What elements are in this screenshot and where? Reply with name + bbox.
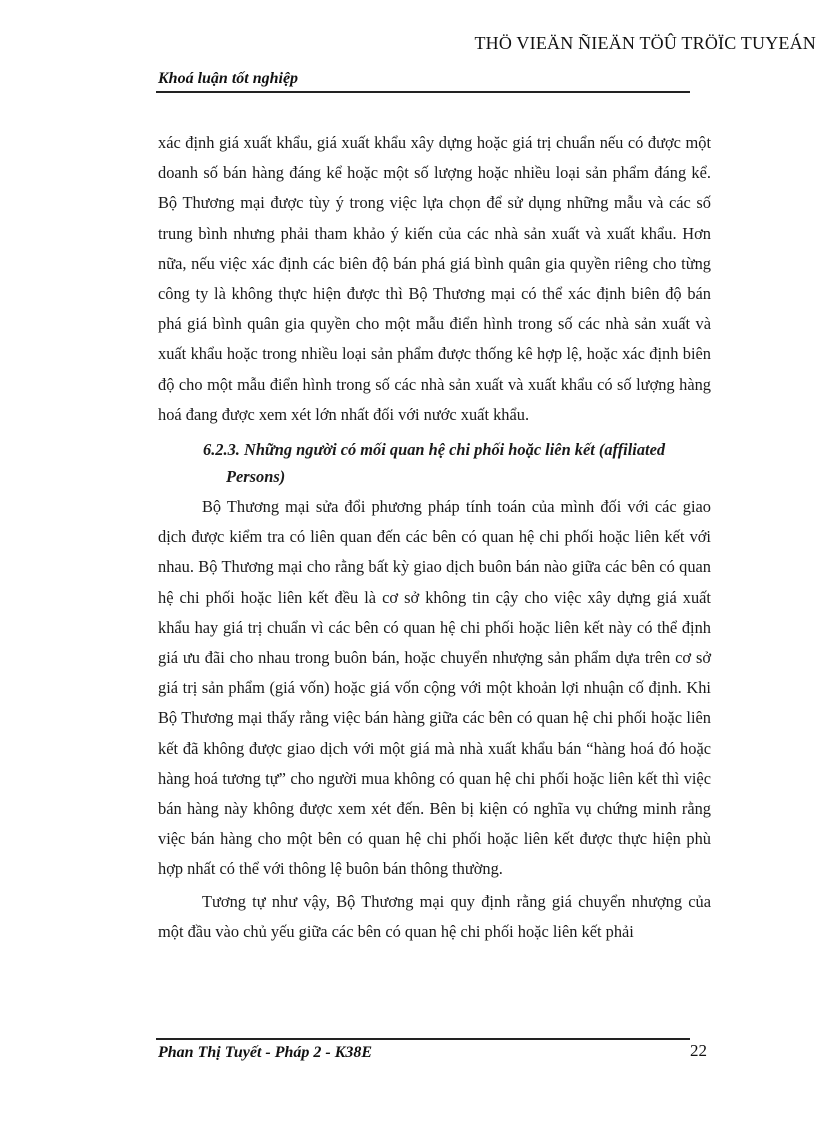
body-paragraph-2: Bộ Thương mại sửa đổi phương pháp tính toán của mình đối với các giao dịch được kiểm tra có liên quan đến các bên có quan hệ chi phối hoặc liên kết với nhau. Bộ Thương mại cho rằng bất kỳ giao dịch buôn bán nào giữa các bên có quan hệ chi phối hoặc liên kết đều là cơ sở không tin cậy cho việc xây dựng giá xuất khẩu hay giá trị chuẩn vì các bên có quan hệ chi phối hoặc liên kết này có thể định giá ưu đãi cho nhau trong buôn bán, hoặc chuyển nhượng sản phẩm dựa trên cơ sở giá trị sản phẩm (giá vốn) hoặc giá vốn cộng với một khoản lợi nhuận cố định. Khi Bộ Thương mại thấy rằng việc bán hàng giữa các bên có quan hệ chi phối hoặc liên kết đã không được giao dịch với một giá mà nhà xuất khẩu bán “hàng hoá đó hoặc hàng hoá tương tự” cho người mua không có quan hệ chi phối hoặc liên kết thì việc bán hàng này không được xem xét đến. Bên bị kiện có nghĩa vụ chứng minh rằng việc bán hàng cho một bên có quan hệ chi phối hoặc liên kết được thực hiện phù hợp nhất có thể với thông lệ buôn bán thông thường. bbox=[158, 497, 711, 879]
watermark-text: THÖ VIEÄN ÑIEÄN TÖÛ TRÖÏC TUYEÁN bbox=[474, 33, 816, 53]
footer-author: Phan Thị Tuyết - Pháp 2 - K38E bbox=[158, 1044, 373, 1061]
section-heading: 6.2.3. Những người có mối quan hệ chi phối hoặc liên kết (affiliated Persons) bbox=[203, 440, 666, 487]
running-header-title: Khoá luận tốt nghiệp bbox=[158, 70, 299, 87]
document-body bbox=[158, 128, 711, 947]
footer-divider bbox=[156, 1038, 690, 1040]
body-paragraph-1: xác định giá xuất khẩu, giá xuất khẩu xây dựng hoặc giá trị chuẩn nếu có được một doanh số bán hàng đáng kể hoặc một số lượng hoặc nhiều loại sản phẩm đáng kể. Bộ Thương mại được tùy ý trong việc lựa chọn để sử dụng những mẫu và các số trung bình nhưng phải tham khảo ý kiến của các nhà sản xuất và xuất khẩu. Hơn nữa, nếu việc xác định các biên độ bán phá giá bình quân gia quyền riêng cho từng công ty là không thực hiện được thì Bộ Thương mại có thể xác định biên độ bán phá giá bình quân gia quyền cho một mẫu điển hình trong số các nhà sản xuất và xuất khẩu hoặc trong nhiều loại sản phẩm được thống kê hợp lệ, hoặc xác định biên độ cho một mẫu điển hình trong số các nhà sản xuất và xuất khẩu có số lượng hàng hoá đang được xem xét lớn nhất đối với nước xuất khẩu. bbox=[158, 133, 711, 424]
body-paragraph-3: Tương tự như vậy, Bộ Thương mại quy định rằng giá chuyển nhượng của một đầu vào chủ yếu giữa các bên có quan hệ chi phối hoặc liên kết phải bbox=[158, 891, 711, 941]
header-divider bbox=[156, 91, 690, 93]
page-number: 22 bbox=[690, 1041, 707, 1060]
